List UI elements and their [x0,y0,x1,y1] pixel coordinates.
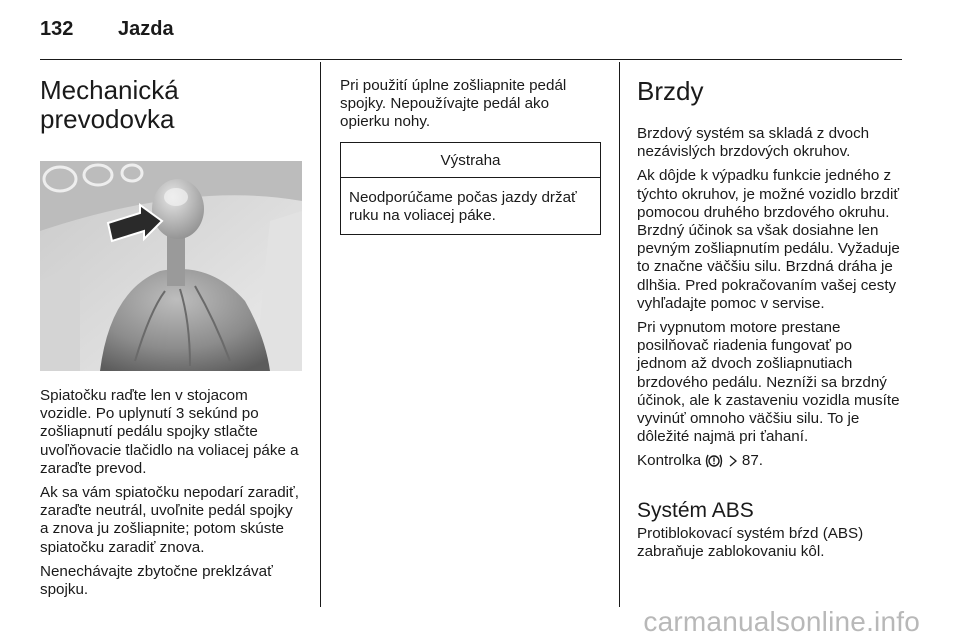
section-title: Jazda [118,18,174,40]
column-3 [637,60,905,561]
page-number: 132 [40,18,74,40]
page-reference-icon [728,454,738,468]
heading-line-2: prevodovka [40,104,175,134]
kontrolka-reference [637,452,905,470]
paragraph: Ak dôjde k výpadku funkcie jedného z týchto okruhov, je možné vozidlo brzdiť pomocou druhého brzdového okruhu. Brzdný účinok sa však dosiahne len pevným zošliapnutím pedálu. Vyžaduje to značne väčšiu silu. Brzdná dráha je dlhšia. Pred pokračovaním vašej cesty vyhľadajte pomoc v servise. [637,167,900,312]
column-divider-1 [320,62,321,607]
paragraph: Ak sa vám spiatočku nepodarí zaradiť, zaraďte neutrál, uvoľnite pedál spojky a znova ju zošliapnite; potom skúste spiatočku zaradiť znova. [40,484,299,556]
section-heading-manual-gearbox [40,76,302,134]
column-1 [40,60,302,599]
kontrolka-page: 87. [741,452,763,470]
column-2 [340,60,602,235]
paragraph: Protiblokovací systém bŕzd (ABS) zabraňuje zablokovaniu kôl. [637,524,864,560]
heading-line-1: Mechanická [40,75,179,105]
brake-warning-icon [705,453,723,469]
paragraph: Brzdový systém sa skladá z dvoch nezávislých brzdových okruhov. [637,125,870,161]
section-heading-brakes: Brzdy [637,76,704,106]
paragraph: Pri použití úplne zošliapnite pedál spojky. Nepoužívajte pedál ako opierku nohy. [340,77,567,131]
page-header [40,18,174,41]
paragraph: Spiatočku raďte len v stojacom vozidle. Po uplynutí 3 sekúnd po zošliapnutí pedálu spojky stlačte uvoľňovacie tlačidlo na voliacej páke a zaraďte prevod. [40,387,299,477]
watermark: carmanualsonline.info [643,606,920,637]
column-divider-2 [619,62,620,607]
paragraph: Nenechávajte zbytočne preklzávať spojku. [40,562,273,599]
gearshift-arrow-illustration-icon [40,161,302,371]
kontrolka-label: Kontrolka [637,452,702,470]
section-heading-abs: Systém ABS [637,498,754,522]
gearshift-figure [40,161,302,371]
paragraph: Pri vypnutom motore prestane posilňovač riadenia fungovať po jednom až dvoch zošliapnutiach brzdového pedálu. Nezníži sa brzdný účinok, ale k zastaveniu vozidla musíte vyvinúť omnoho väčšiu silu. To je dôležité najmä pri ťahaní. [637,319,900,446]
warning-title: Výstraha [341,143,600,178]
warning-body: Neodporúčame počas jazdy držať ruku na voliacej páke. [349,188,577,224]
warning-box [340,142,601,235]
